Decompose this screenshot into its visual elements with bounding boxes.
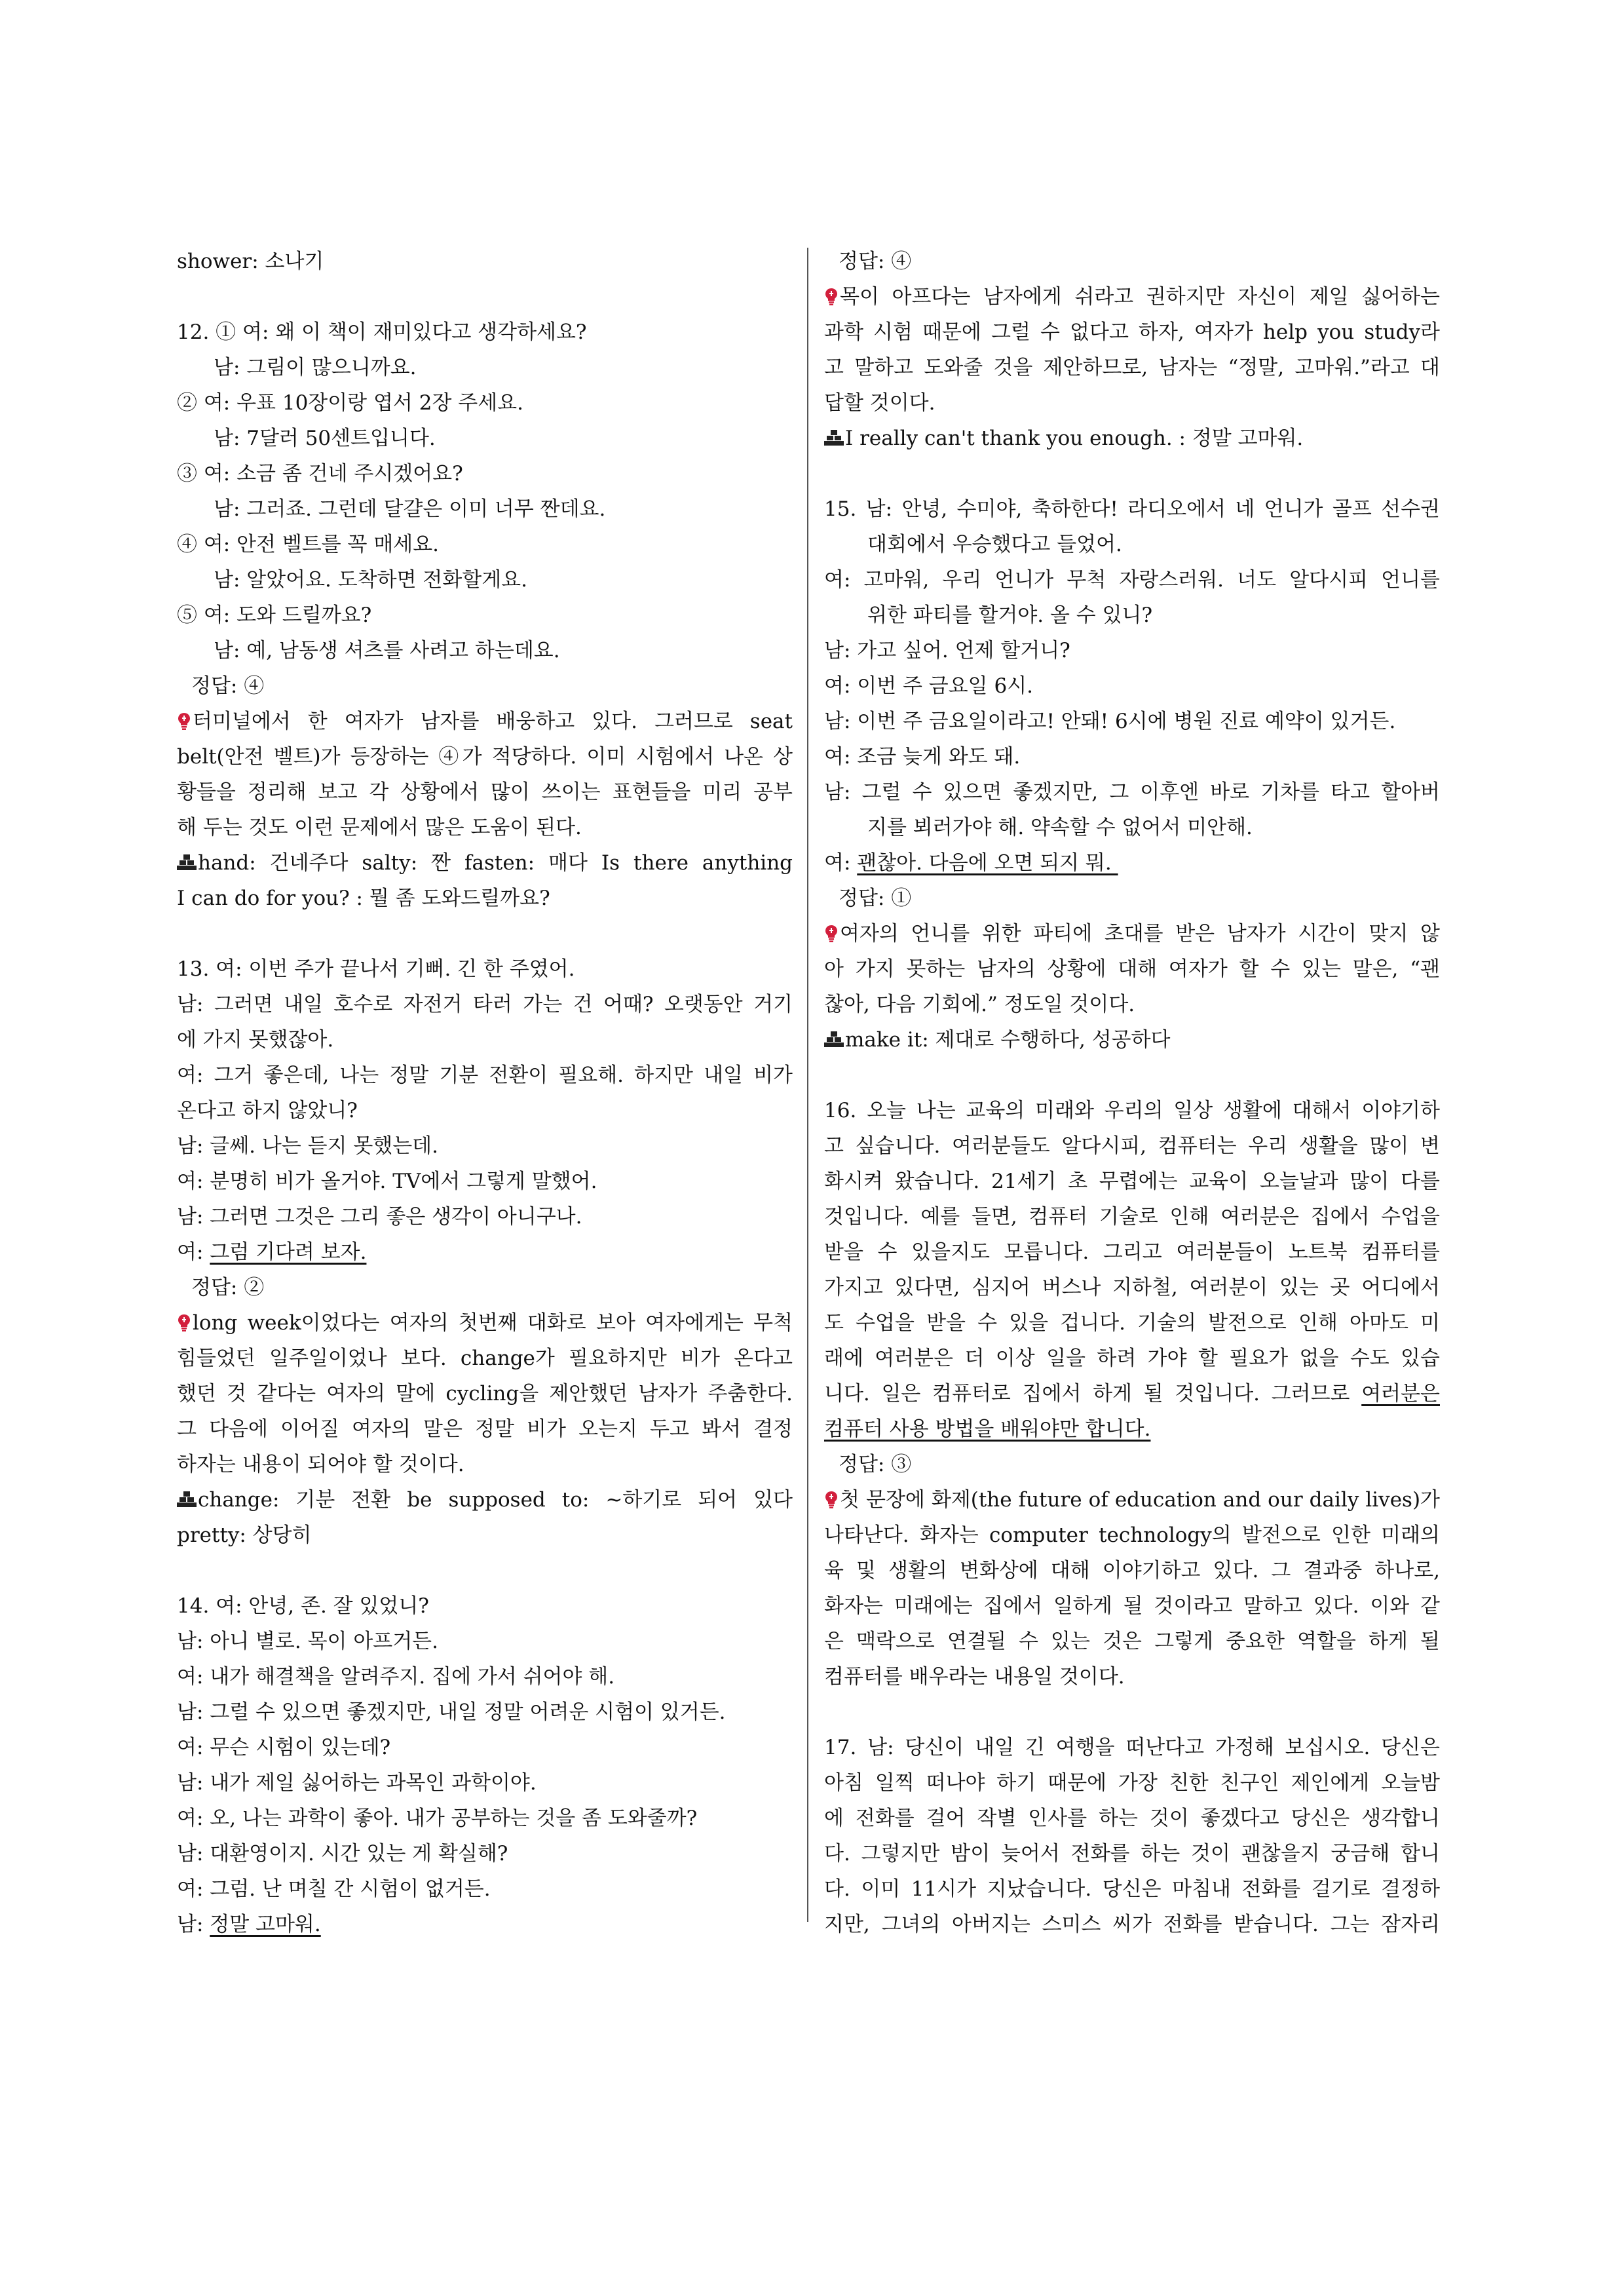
q12-explanation: 해 두는 것도 이런 문제에서 많은 도움이 된다. — [177, 816, 582, 839]
lightbulb-icon — [177, 712, 191, 730]
q13-vocab: change: 기분 전환 be supposed to: ~하기로 되어 있다 — [177, 1482, 793, 1518]
q16-explanation: 컴퓨터를 배우라는 내용일 것이다. — [824, 1665, 1125, 1689]
q15-line: 여: 괜찮아. 다음에 오면 되지 뭐. — [824, 851, 1118, 875]
q16-explanation: 육 및 생활의 변화상에 대해 이야기하고 있다. 그 결과중 하나로, — [824, 1559, 1440, 1582]
q14-vocab: I really can't thank you enough. : 정말 고마워. — [824, 421, 1440, 456]
q15-line: 남: 그럴 수 있으면 좋겠지만, 그 이후엔 바로 기차를 타고 할아버 — [824, 780, 1440, 804]
q12-line: 남: 그러죠. 그런데 달걀은 이미 너무 짠데요. — [214, 497, 606, 521]
column-divider — [807, 248, 808, 1922]
lightbulb-icon — [177, 1313, 191, 1331]
q14-line: 14. 여: 안녕, 존. 잘 있었니? — [177, 1594, 429, 1618]
q16-line: 니다. 일은 컴퓨터로 집에서 하게 될 것입니다. 그러므로 여러분은 — [824, 1382, 1440, 1406]
q16-line: 것입니다. 예를 들면, 컴퓨터 기술로 인해 여러분은 집에서 수업을 — [824, 1205, 1440, 1229]
q12-vocab: hand: 건네주다 salty: 짠 fasten: 매다 Is there anything — [177, 845, 793, 881]
q13-explanation: 그 다음에 이어질 여자의 말은 정말 비가 오는지 두고 봐서 결정 — [177, 1417, 793, 1441]
q14-line: 여: 무슨 시험이 있는데? — [177, 1736, 391, 1759]
q14-line: 여: 내가 해결책을 알려주지. 집에 가서 쉬어야 해. — [177, 1665, 615, 1689]
q16-line: 16. 오늘 나는 교육의 미래와 우리의 일상 생활에 대해서 이야기하 — [824, 1099, 1440, 1122]
question-12 — [177, 315, 793, 916]
q14-explanation: 과학 시험 때문에 그럴 수 없다고 하자, 여자가 help you study라 — [824, 320, 1440, 344]
question-17 — [824, 1730, 1440, 1942]
q15-line: 여: 고마워, 우리 언니가 무척 자랑스러워. 너도 알다시피 언니를 — [824, 568, 1440, 592]
vocab-blocks-icon — [824, 429, 844, 446]
question-14-continued — [824, 244, 1440, 456]
q14-line: 여: 오, 나는 과학이 좋아. 내가 공부하는 것을 좀 도와줄까? — [177, 1807, 698, 1830]
q17-line: 지만, 그녀의 아버지는 스미스 씨가 전화를 받습니다. 그는 잠자리 — [824, 1913, 1440, 1936]
q14-line: 남: 아니 별로. 목이 아프거든. — [177, 1630, 438, 1653]
q13-line: 남: 글쎄. 나는 듣지 못했는데. — [177, 1134, 438, 1158]
q13-underlined-answer: 그럼 기다려 보자. — [210, 1240, 367, 1264]
q15-explanation: 아 가지 못하는 남자의 상황에 대해 여자가 할 수 있는 말은, “괜 — [824, 957, 1440, 981]
q16-line: 고 싶습니다. 여러분들도 알다시피, 컴퓨터는 우리 생활을 많이 변 — [824, 1134, 1440, 1158]
q15-line: 위한 파티를 할거야. 올 수 있니? — [867, 603, 1153, 627]
question-15 — [824, 491, 1440, 1058]
right-column — [824, 244, 1440, 1942]
q16-line: 가지고 있다면, 심지어 버스나 지하철, 여러분이 있는 곳 어디에서 — [824, 1276, 1440, 1299]
q15-explanation: 여자의 언니를 위한 파티에 초대를 받은 남자가 시간이 맞지 않 — [824, 916, 1440, 951]
q13-line: 여: 그럼 기다려 보자. — [177, 1240, 367, 1264]
vocab-blocks-icon — [177, 1491, 197, 1508]
q13-vocab: pretty: 상당히 — [177, 1523, 312, 1547]
vocab-blocks-icon — [824, 1031, 844, 1048]
q17-line: 다. 그렇지만 밤이 늦어서 전화를 하는 것이 괜찮을지 궁금해 합니 — [824, 1842, 1440, 1866]
lightbulb-icon — [824, 1490, 839, 1508]
q16-explanation: 첫 문장에 화제(the future of education and our daily lives)가 — [824, 1482, 1440, 1518]
q16-explanation: 화자는 미래에는 집에서 일하게 될 것이라고 말하고 있다. 이와 같 — [824, 1594, 1440, 1618]
q14-line: 여: 그럼. 난 며칠 간 시험이 없거든. — [177, 1877, 491, 1901]
q17-line: 에 전화를 걸어 작별 인사를 하는 것이 좋겠다고 당신은 생각합니 — [824, 1807, 1440, 1830]
q13-line: 13. 여: 이번 주가 끝나서 기뻐. 긴 한 주였어. — [177, 957, 575, 981]
lightbulb-icon — [824, 924, 839, 942]
q15-line: 여: 이번 주 금요일 6시. — [824, 674, 1034, 698]
vocab-blocks-icon — [177, 854, 197, 871]
q15-line: 지를 뵈러가야 해. 약속할 수 없어서 미안해. — [867, 816, 1253, 839]
q14-answer: 정답: ④ — [839, 250, 912, 273]
q16-line: 받을 수 있을지도 모릅니다. 그리고 여러분들이 노트북 컴퓨터를 — [824, 1240, 1440, 1264]
q14-explanation: 답할 것이다. — [824, 391, 935, 415]
q14-line: 남: 정말 고마워. — [177, 1913, 321, 1936]
q15-answer: 정답: ① — [839, 887, 912, 910]
question-16 — [824, 1093, 1440, 1694]
q15-line: 15. 남: 안녕, 수미야, 축하한다! 라디오에서 네 언니가 골프 선수권 — [824, 497, 1440, 521]
q14-underlined-answer: 정말 고마워. — [210, 1913, 321, 1936]
q13-explanation: 하자는 내용이 되어야 할 것이다. — [177, 1453, 464, 1476]
q13-explanation: 했던 것 같다는 여자의 말에 cycling을 제안했던 남자가 주춤한다. — [177, 1382, 793, 1406]
q12-line: ③ 여: 소금 좀 건네 주시겠어요? — [177, 462, 463, 486]
q15-line: 대회에서 우승했다고 들었어. — [867, 533, 1122, 556]
q12-vocab: I can do for you? : 뭘 좀 도와드릴까요? — [177, 887, 550, 910]
q13-explanation: 힘들었던 일주일이었나 보다. change가 필요하지만 비가 온다고 — [177, 1347, 793, 1370]
q15-line: 여: 조금 늦게 와도 돼. — [824, 745, 1021, 769]
q15-line: 남: 이번 주 금요일이라고! 안돼! 6시에 병원 진료 예약이 있거든. — [824, 710, 1396, 733]
q13-line: 온다고 하지 않았니? — [177, 1099, 358, 1122]
q16-underlined-answer: 여러분은 — [1361, 1382, 1440, 1406]
q13-line: 에 가지 못했잖아. — [177, 1028, 334, 1052]
q16-explanation: 은 맥락으로 연결될 수 있는 것은 그렇게 중요한 역할을 하게 될 — [824, 1630, 1440, 1653]
q14-explanation: 고 말하고 도와줄 것을 제안하므로, 남자는 “정말, 고마워.”라고 대 — [824, 356, 1440, 379]
q16-line: 도 수업을 받을 수 있을 겁니다. 기술의 발전으로 인해 아마도 미 — [824, 1311, 1440, 1335]
q12-line: 12. ① 여: 왜 이 책이 재미있다고 생각하세요? — [177, 320, 587, 344]
q17-line: 다. 이미 11시가 지났습니다. 당신은 마침내 전화를 걸기로 결정하 — [824, 1877, 1440, 1901]
q16-answer: 정답: ③ — [839, 1453, 912, 1476]
q14-line: 남: 그럴 수 있으면 좋겠지만, 내일 정말 어려운 시험이 있거든. — [177, 1700, 726, 1724]
q12-explanation: 황들을 정리해 보고 각 상황에서 많이 쓰이는 표현들을 미리 공부 — [177, 780, 793, 804]
q13-explanation: long week이었다는 여자의 첫번째 대화로 보아 여자에게는 무척 — [177, 1305, 793, 1341]
q14-explanation: 목이 아프다는 남자에게 쉬라고 권하지만 자신이 제일 싫어하는 — [824, 279, 1440, 315]
q12-explanation: belt(안전 벨트)가 등장하는 ④가 적당하다. 이미 시험에서 나온 상 — [177, 745, 793, 769]
q14-line: 남: 대환영이지. 시간 있는 게 확실해? — [177, 1842, 508, 1866]
q15-line: 남: 가고 싶어. 언제 할거니? — [824, 639, 1070, 662]
q16-line: 화시켜 왔습니다. 21세기 초 무렵에는 교육이 오늘날과 많이 다를 — [824, 1170, 1440, 1193]
q16-line — [824, 1411, 1440, 1447]
q13-line: 남: 그러면 그것은 그리 좋은 생각이 아니구나. — [177, 1205, 582, 1229]
q14-line: 남: 내가 제일 싫어하는 과목인 과학이야. — [177, 1771, 537, 1795]
q16-explanation: 나타난다. 화자는 computer technology의 발전으로 인한 미래의 — [824, 1523, 1440, 1547]
q16-underlined-answer: 컴퓨터 사용 방법을 배워야만 합니다. — [824, 1417, 1151, 1441]
q12-line: 남: 7달러 50센트입니다. — [214, 427, 436, 450]
q16-line: 래에 여러분은 더 이상 일을 하려 가야 할 필요가 없을 수도 있습 — [824, 1347, 1440, 1370]
q15-underlined-answer: 괜찮아. 다음에 오면 되지 뭐. — [857, 851, 1118, 875]
q12-line: ⑤ 여: 도와 드릴까요? — [177, 603, 372, 627]
q13-line: 남: 그러면 내일 호수로 자전거 타러 가는 건 어때? 오랫동안 거기 — [177, 993, 793, 1016]
q12-line: 남: 예, 남동생 셔츠를 사려고 하는데요. — [214, 639, 560, 662]
lightbulb-icon — [824, 287, 839, 305]
question-14 — [177, 1588, 793, 1942]
q12-line: 남: 알았어요. 도착하면 전화할게요. — [214, 568, 527, 592]
q12-explanation: 터미널에서 한 여자가 남자를 배웅하고 있다. 그러므로 seat — [177, 704, 793, 739]
q13-line: 여: 분명히 비가 올거야. TV에서 그렇게 말했어. — [177, 1170, 597, 1193]
q17-line: 아침 일찍 떠나야 하기 때문에 가장 친한 친구인 제인에게 오늘밤 — [824, 1771, 1440, 1795]
q13-answer: 정답: ② — [191, 1276, 265, 1299]
q13-line: 여: 그거 좋은데, 나는 정말 기분 전환이 필요해. 하지만 내일 비가 — [177, 1063, 793, 1087]
question-13 — [177, 951, 793, 1553]
q12-line: 남: 그림이 많으니까요. — [214, 356, 417, 379]
q12-line: ④ 여: 안전 벨트를 꼭 매세요. — [177, 533, 440, 556]
q17-line: 17. 남: 당신이 내일 긴 여행을 떠난다고 가정해 보십시오. 당신은 — [824, 1736, 1440, 1759]
q15-explanation: 찮아, 다음 기회에.” 정도일 것이다. — [824, 993, 1135, 1016]
vocab-shower: shower: 소나기 — [177, 250, 324, 273]
left-column — [177, 244, 793, 1942]
q12-line: ② 여: 우표 10장이랑 엽서 2장 주세요. — [177, 391, 523, 415]
q15-vocab: make it: 제대로 수행하다, 성공하다 — [824, 1022, 1440, 1058]
q12-answer: 정답: ④ — [191, 674, 265, 698]
